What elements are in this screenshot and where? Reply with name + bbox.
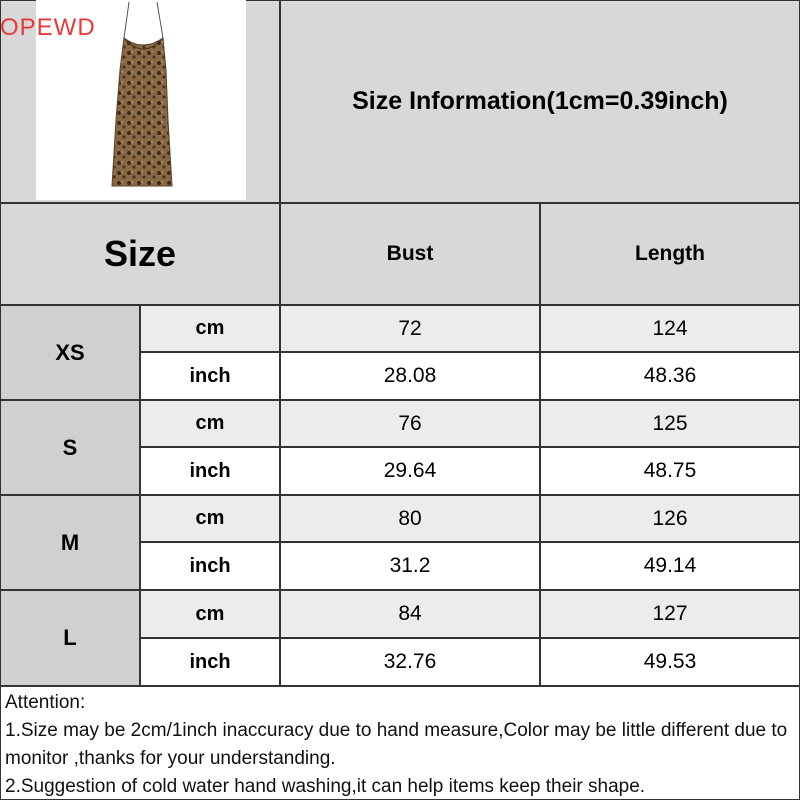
bust-value: 72 bbox=[280, 305, 540, 352]
attention-heading: Attention: bbox=[5, 692, 86, 713]
unit-inch: inch bbox=[140, 638, 280, 686]
unit-cm: cm bbox=[140, 495, 280, 542]
unit-cm: cm bbox=[140, 305, 280, 352]
size-label-s: S bbox=[0, 400, 140, 495]
bust-value: 76 bbox=[280, 400, 540, 447]
header-bust-label: Bust bbox=[386, 242, 434, 265]
size-label-xs: XS bbox=[0, 305, 140, 400]
size-label-l: L bbox=[0, 590, 140, 686]
unit-inch: inch bbox=[140, 542, 280, 590]
unit-cm: cm bbox=[140, 590, 280, 638]
length-value: 49.53 bbox=[540, 638, 800, 686]
header-size-label: Size bbox=[103, 233, 177, 274]
bust-value: 32.76 bbox=[280, 638, 540, 686]
header-size bbox=[0, 203, 280, 305]
header-bust bbox=[280, 203, 540, 305]
length-value: 48.36 bbox=[540, 352, 800, 400]
attention-notes bbox=[0, 686, 800, 800]
length-value: 124 bbox=[540, 305, 800, 352]
brand-watermark: OPEWD bbox=[0, 14, 96, 41]
length-value: 49.14 bbox=[540, 542, 800, 590]
bust-value: 29.64 bbox=[280, 447, 540, 495]
bust-value: 80 bbox=[280, 495, 540, 542]
attention-line-1: 1.Size may be 2cm/1inch inaccuracy due to hand measure,Color may be little different due to monitor ,thanks for your understanding. bbox=[5, 720, 788, 769]
length-value: 126 bbox=[540, 495, 800, 542]
bust-value: 28.08 bbox=[280, 352, 540, 400]
size-label-m: M bbox=[0, 495, 140, 590]
bust-value: 31.2 bbox=[280, 542, 540, 590]
attention-line-2: 2.Suggestion of cold water hand washing,it can help items keep their shape. bbox=[5, 776, 646, 797]
unit-cm: cm bbox=[140, 400, 280, 447]
title-text: Size Information(1cm=0.39inch) bbox=[352, 87, 728, 115]
length-value: 125 bbox=[540, 400, 800, 447]
unit-inch: inch bbox=[140, 447, 280, 495]
header-length bbox=[540, 203, 800, 305]
header-length-label: Length bbox=[635, 242, 705, 265]
unit-inch: inch bbox=[140, 352, 280, 400]
size-info-title bbox=[280, 0, 800, 203]
bust-value: 84 bbox=[280, 590, 540, 638]
length-value: 127 bbox=[540, 590, 800, 638]
length-value: 48.75 bbox=[540, 447, 800, 495]
